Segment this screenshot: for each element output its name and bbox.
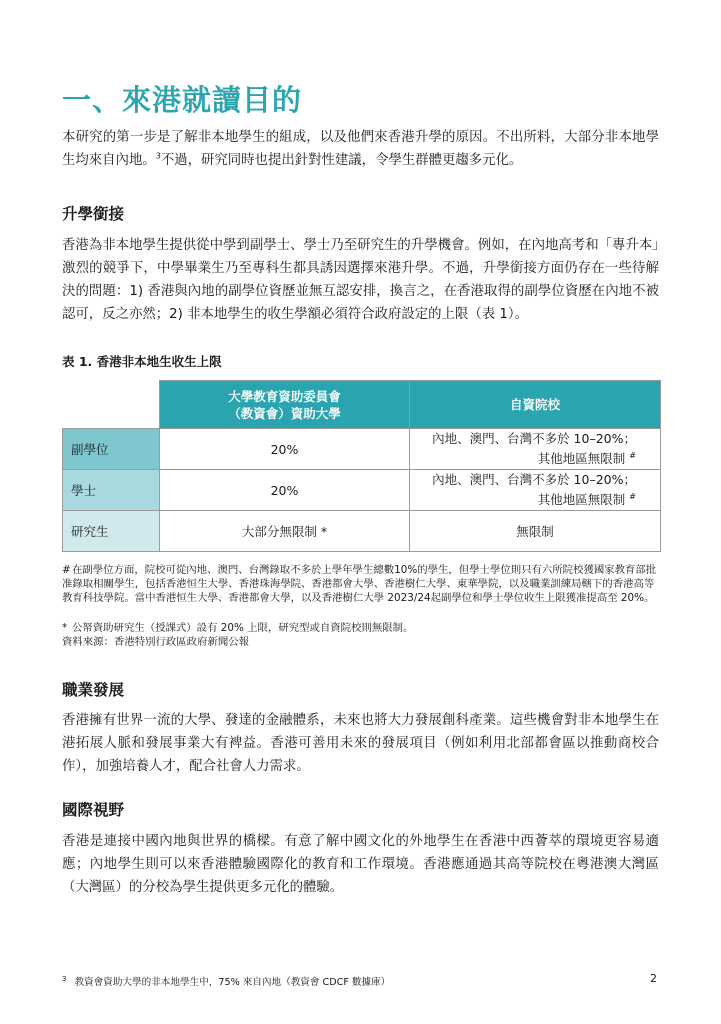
cell-self-financed-value [410, 470, 661, 511]
footnote-ref-3: 3 [155, 151, 161, 161]
footnote-star [62, 621, 662, 635]
cell-ugc-value: 20% [160, 470, 410, 511]
cell-line2: 其他地區無限制 [537, 451, 626, 467]
cell-self-financed-value [410, 429, 661, 470]
intro-text-a: 本研究的第一步是了解非本地學生的組成，以及他們來香港升學的原因。不出所料，大部分非本地學生均來自內地。 [62, 130, 659, 168]
footnote-star-mark: * [62, 622, 68, 634]
table-row [63, 511, 661, 552]
table-row [63, 470, 661, 511]
cell-line2: 其他地區無限制 [537, 492, 626, 508]
cell-ugc-value: 大部分無限制 * [160, 511, 410, 552]
footnote-hash [62, 563, 662, 605]
page-footnote-ref: 3 [62, 974, 67, 983]
section-heading-articulation: 升學銜接 [62, 205, 125, 223]
footnote-star-text: 公帑資助研究生（授課式）設有 20% 上限，研究型或自資院校則無限制。 [72, 622, 414, 634]
cell-line1: 內地、澳門、台灣不多於 10–20%； [432, 431, 636, 447]
table-caption: 表 1. 香港非本地生收生上限 [62, 354, 222, 369]
page-footnote [62, 974, 390, 988]
career-paragraph: 香港擁有世界一流的大學、發達的金融體系，未來也將大力發展創科產業。這些機會對非本地學生在港拓展人脈和發展事業大有裨益。香港可善用未來的發展項目（例如利用北部都會區以推動商校合作），加強培養人才，配合社會人力需求。 [62, 713, 659, 774]
page-footnote-text: 教資會資助大學的非本地學生中，75% 來自內地（教資會 CDCF 數據庫） [74, 977, 391, 988]
cell-ugc-value: 20% [160, 429, 410, 470]
row-label-bachelor: 學士 [63, 470, 160, 511]
section-heading-global-view: 國際視野 [62, 801, 125, 819]
cell-line1: 內地、澳門、台灣不多於 10–20%； [432, 472, 636, 488]
page-number: 2 [650, 972, 657, 985]
cell-self-financed-value: 無限制 [410, 511, 661, 552]
footnote-hash-mark: # [62, 564, 71, 576]
intro-paragraph [62, 126, 659, 172]
table-row [63, 429, 661, 470]
row-label-postgraduate: 研究生 [63, 511, 160, 552]
header-ugc-funded [160, 381, 410, 429]
table-header-row [63, 381, 661, 429]
footnote-hash-text: 在副學位方面，院校可從內地、澳門、台灣錄取不多於上學年學生總數10%的學生，但學士學位則只有六所院校獲國家教育部批准錄取相關學生，包括香港恒生大學、香港珠海學院、香港都會大學、香港樹仁大學、東華學院，以及職業訓練局轄下的香港高等教育科技學院。當中香港恒生大學、香港都會大學，以及香港樹仁大學 2023/24起副學位和學士學位收生上限獲准提高至 20%。 [62, 564, 657, 604]
page-title: 一、來港就讀目的 [62, 83, 303, 117]
admission-cap-table [62, 380, 661, 552]
hash-mark: # [629, 451, 636, 461]
global-view-paragraph: 香港是連接中國內地與世界的橋樑。有意了解中國文化的外地學生在香港中西薈萃的環境更容易適應；內地學生則可以來香港體驗國際化的教育和工作環境。香港應通過其高等院校在粵港澳大灣區（大灣區）的分校為學生提供更多元化的體驗。 [62, 834, 659, 895]
articulation-paragraph: 香港為非本地學生提供從中學到副學士、學士乃至研究生的升學機會。例如，在內地高考和「專升本」激烈的競爭下，中學畢業生乃至專科生都具誘因選擇來港升學。不過，升學銜接方面仍存在一些待解決的問題：1) 香港與內地的副學位資歷並無互認安排，換言之，在香港取得的副學位資歷在內地不被認可，反之亦然；2) 非本地學生的收生學額必須符合政府設定的上限（表 1）。 [62, 238, 659, 322]
header-self-financed: 自資院校 [410, 381, 661, 429]
table-source: 資料來源：香港特別行政區政府新聞公報 [62, 636, 250, 648]
section-heading-career: 職業發展 [62, 681, 125, 699]
header-ugc-line2: （教資會）資助大學 [228, 405, 341, 421]
row-label-sub-degree: 副學位 [63, 429, 160, 470]
hash-mark: # [629, 492, 636, 502]
intro-text-b: 不過，研究同時也提出針對性建議，令學生群體更趨多元化。 [160, 153, 523, 168]
header-ugc-line1: 大學教育資助委員會 [228, 388, 341, 404]
table-corner-cell [63, 381, 160, 429]
